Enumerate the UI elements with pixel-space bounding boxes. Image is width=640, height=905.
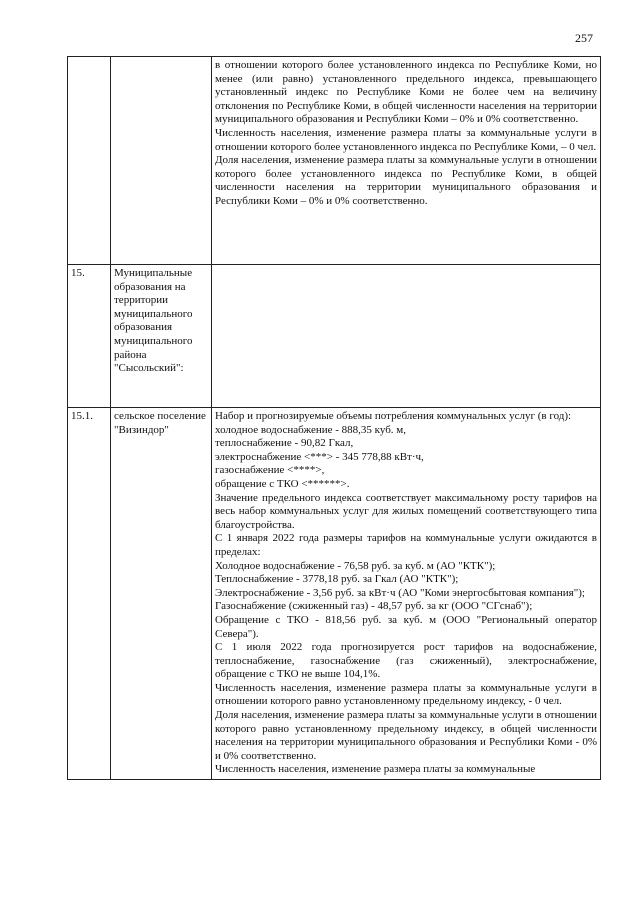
table-row [68, 57, 601, 265]
paragraph: Газоснабжение (сжиженный газ) - 48,57 руб. за кг (ООО "СГснаб"); [215, 600, 533, 613]
paragraph: С 1 июля 2022 года прогнозируется рост тарифов на водоснабжение, теплоснабжение, газоснабжение (газ сжиженный), электроснабжение, обращение с ТКО не выше 104,1%. [215, 641, 597, 681]
paragraph: Набор и прогнозируемые объемы потребления коммунальных услуг (в год): [215, 410, 572, 422]
row-number-cell: 15.1. [68, 408, 111, 780]
paragraph: Теплоснабжение - 3778,18 руб. за Гкал (АО "КТК"); [215, 573, 459, 586]
table-row [68, 265, 601, 408]
page-number: 257 [575, 31, 593, 45]
row-number-cell: 15. [68, 265, 111, 408]
description-cell [212, 408, 601, 780]
paragraph: Численность населения, изменение размера платы за коммунальные услуги в отношении которого более установленного индекса по Республике Коми, – 0 чел. [215, 126, 597, 153]
municipality-cell [111, 57, 212, 265]
paragraph: обращение с ТКО <******>. [215, 477, 350, 490]
paragraph: Значение предельного индекса соответствует максимальному росту тарифов на весь набор коммунальных услуг для жилых помещений соответствующего типа благоустройства. [215, 491, 597, 531]
paragraph: Доля населения, изменение размера платы за коммунальные услуги в отношении которого равно установленному предельному индексу, в общей численности населения на территории муниципального образования и Республики Коми - 0% и 0% соответственно. [215, 709, 597, 762]
tariff-table [67, 56, 601, 780]
municipality-cell: Муниципальные образования на территории муниципального образования муниципального района "Сысольский": [111, 265, 212, 408]
municipality-cell: сельское поселение "Визиндор" [111, 408, 212, 780]
paragraph: газоснабжение <****>, [215, 464, 325, 477]
paragraph: Численность населения, изменение размера платы за коммунальные [215, 763, 536, 776]
paragraph: Доля населения, изменение размера платы за коммунальные услуги в отношении которого более установленного индекса по Республике Коми, в общей численности населения на территории муниципального образования и Республики Коми – 0% и 0% соответственно. [215, 154, 597, 207]
paragraph: С 1 января 2022 года размеры тарифов на коммунальные услуги ожидаются в пределах: [215, 532, 597, 558]
paragraph: теплоснабжение - 90,82 Гкал, [215, 437, 354, 450]
paragraph: Электроснабжение - 3,56 руб. за кВт·ч (АО "Коми энергосбытовая компания"); [215, 586, 585, 599]
paragraph: Холодное водоснабжение - 76,58 руб. за куб. м (АО "КТК"); [215, 559, 496, 572]
paragraph: электроснабжение <***> - 345 778,88 кВт·ч, [215, 450, 424, 463]
paragraph: Численность населения, изменение размера платы за коммунальные услуги в отношении которого равно установленному предельному индексу, - 0 чел. [215, 681, 597, 708]
description-cell [212, 57, 601, 265]
table-row [68, 408, 601, 780]
paragraph: в отношении которого более установленного индекса по Республике Коми, но менее (или равно) установленного предельного индекса, превышающего установленный индекс по Республике Коми не более чем на величину отклонения по Республике Коми, в общей численности населения на территории муниципального образования и Республики Коми – 0% и 0% соответственно. [215, 59, 597, 126]
paragraph: холодное водоснабжение - 888,35 куб. м, [215, 423, 407, 436]
description-cell [212, 265, 601, 408]
paragraph: Обращение с ТКО - 818,56 руб. за куб. м (ООО "Региональный оператор Севера"). [215, 613, 597, 640]
row-number-cell [68, 57, 111, 265]
